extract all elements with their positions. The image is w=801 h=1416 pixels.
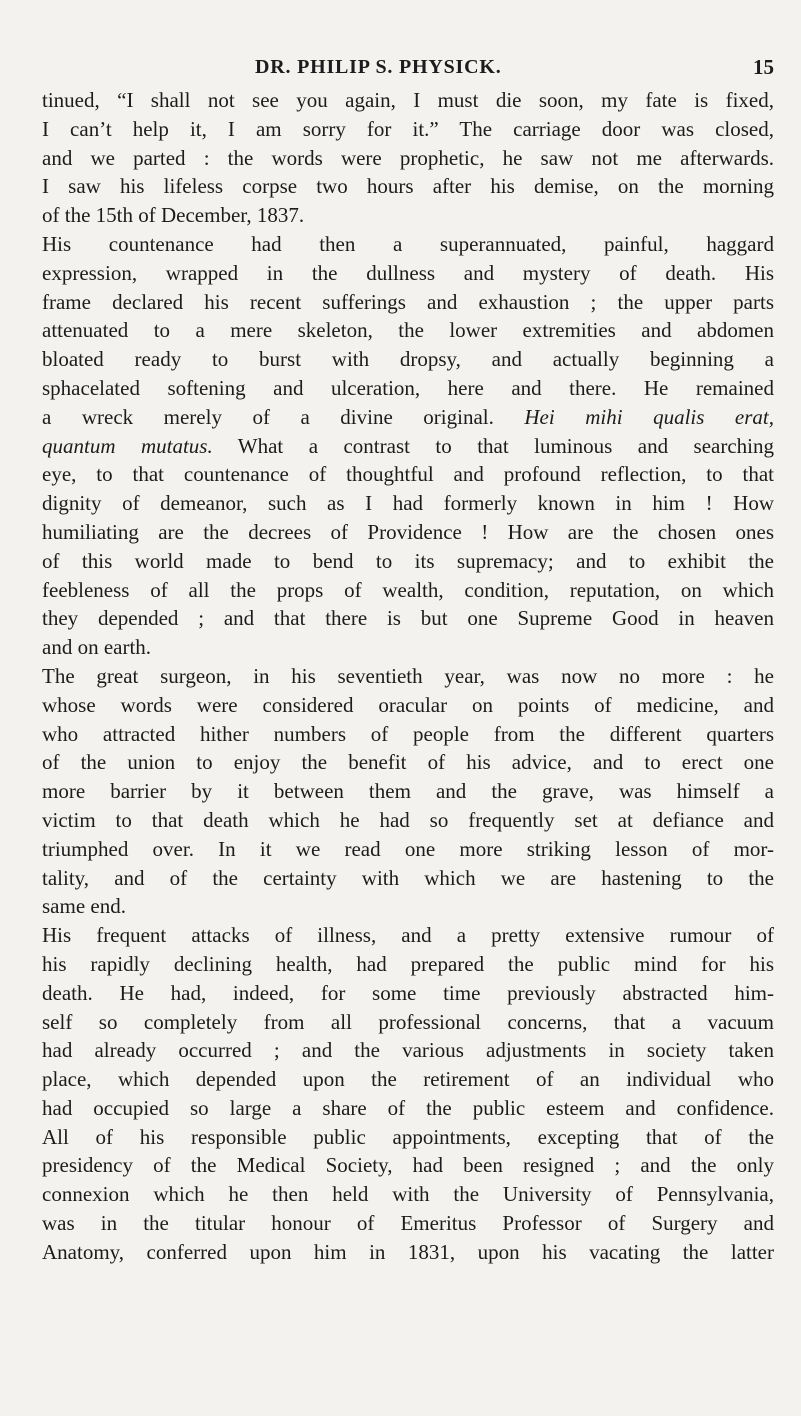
text-line — [42, 489, 774, 518]
text-segment: eye, to that countenance of thoughtful and profound reflection, to that — [42, 462, 774, 487]
text-segment: All of his responsible public appointments, excepting that of the — [42, 1124, 774, 1149]
running-head — [42, 56, 774, 86]
text-segment: tality, and of the certainty with which we are hastening to the — [42, 865, 774, 890]
text-line — [42, 460, 774, 489]
text-line — [42, 604, 774, 633]
text-line — [42, 432, 774, 461]
text-line — [42, 86, 774, 115]
text-line — [42, 1008, 774, 1037]
text-line — [42, 691, 774, 720]
text-segment: connexion which he then held with the University of Pennsylvania, — [42, 1182, 774, 1207]
text-segment: whose words were considered oracular on points of medicine, and — [42, 692, 774, 717]
text-segment: His frequent attacks of illness, and a pretty extensive rumour of — [42, 923, 774, 948]
text-segment: I can’t help it, I am sorry for it.” The carriage door was closed, — [42, 116, 774, 141]
text-line — [42, 1180, 774, 1209]
text-line — [42, 633, 774, 662]
book-page — [42, 0, 774, 1416]
text-segment: Anatomy, conferred upon him in 1831, upon his vacating the latter — [42, 1239, 774, 1264]
latin-phrase: quantum mutatus. — [42, 433, 213, 458]
text-segment: dignity of demeanor, such as I had formerly known in him ! How — [42, 491, 774, 516]
text-segment: and we parted : the words were prophetic, he saw not me afterwards. — [42, 145, 774, 170]
text-segment: The great surgeon, in his seventieth year, was now no more : he — [42, 663, 774, 688]
text-line — [42, 374, 774, 403]
text-segment: attenuated to a mere skeleton, the lower extremities and abdomen — [42, 318, 774, 343]
text-line — [42, 1036, 774, 1065]
text-segment: sphacelated softening and ulceration, here and there. He remained — [42, 375, 774, 400]
text-segment: death. He had, indeed, for some time previously abstracted him- — [42, 980, 774, 1005]
text-segment: same end. — [42, 894, 126, 919]
text-segment: place, which depended upon the retirement of an individual who — [42, 1067, 774, 1092]
text-segment: victim to that death which he had so frequently set at defiance and — [42, 807, 774, 832]
text-line — [42, 835, 774, 864]
text-segment: frame declared his recent sufferings and exhaustion ; the upper parts — [42, 289, 774, 314]
text-segment: His countenance had then a superannuated, painful, haggard — [42, 231, 774, 256]
text-line — [42, 864, 774, 893]
text-segment: they depended ; and that there is but one Supreme Good in heaven — [42, 606, 774, 631]
text-segment: What a contrast to that luminous and searching — [212, 433, 774, 458]
text-segment: triumphed over. In it we read one more striking lesson of mor- — [42, 836, 774, 861]
text-segment: expression, wrapped in the dullness and mystery of death. His — [42, 260, 774, 285]
text-segment: who attracted hither numbers of people from the different quarters — [42, 721, 774, 746]
text-segment: and on earth. — [42, 635, 152, 660]
text-line — [42, 518, 774, 547]
text-segment: of this world made to bend to its supremacy; and to exhibit the — [42, 548, 774, 573]
text-line — [42, 201, 774, 230]
text-line — [42, 144, 774, 173]
text-line — [42, 230, 774, 259]
text-line — [42, 892, 774, 921]
text-segment: I saw his lifeless corpse two hours after his demise, on the morning — [42, 174, 774, 199]
text-segment: tinued, “I shall not see you again, I must die soon, my fate is fixed, — [42, 88, 774, 112]
text-segment: of the union to enjoy the benefit of his advice, and to erect one — [42, 750, 774, 775]
text-line — [42, 1151, 774, 1180]
text-segment: humiliating are the decrees of Providence ! How are the chosen ones — [42, 519, 774, 544]
text-line — [42, 748, 774, 777]
text-line — [42, 1238, 774, 1267]
text-line — [42, 720, 774, 749]
text-line — [42, 1065, 774, 1094]
text-segment: of the 15th of December, 1837. — [42, 203, 305, 228]
text-line — [42, 1209, 774, 1238]
text-line — [42, 662, 774, 691]
text-segment: self so completely from all professional concerns, that a vacuum — [42, 1009, 774, 1034]
text-segment: had occupied so large a share of the public esteem and confidence. — [42, 1095, 774, 1120]
text-line — [42, 950, 774, 979]
text-segment: a wreck merely of a divine original. — [42, 404, 525, 429]
text-segment: had already occurred ; and the various adjustments in society taken — [42, 1038, 774, 1063]
text-segment: bloated ready to burst with dropsy, and actually beginning a — [42, 347, 774, 372]
text-line — [42, 576, 774, 605]
latin-phrase: Hei mihi qualis erat, — [524, 404, 775, 429]
text-line — [42, 547, 774, 576]
text-line — [42, 403, 774, 432]
text-line — [42, 172, 774, 201]
text-line — [42, 316, 774, 345]
text-line — [42, 806, 774, 835]
text-line — [42, 1094, 774, 1123]
body-text — [42, 86, 774, 1267]
text-segment: feebleness of all the props of wealth, condition, reputation, on which — [42, 577, 774, 602]
text-segment: was in the titular honour of Emeritus Professor of Surgery and — [42, 1211, 774, 1236]
text-line — [42, 288, 774, 317]
text-line — [42, 259, 774, 288]
text-segment: presidency of the Medical Society, had been resigned ; and the only — [42, 1153, 774, 1178]
running-title: DR. PHILIP S. PHYSICK. — [255, 56, 502, 78]
text-line — [42, 921, 774, 950]
text-line — [42, 777, 774, 806]
text-line — [42, 115, 774, 144]
page-number: 15 — [753, 55, 774, 79]
text-segment: his rapidly declining health, had prepared the public mind for his — [42, 951, 774, 976]
text-line — [42, 979, 774, 1008]
text-line — [42, 345, 774, 374]
text-line — [42, 1123, 774, 1152]
text-segment: more barrier by it between them and the grave, was himself a — [42, 779, 774, 804]
